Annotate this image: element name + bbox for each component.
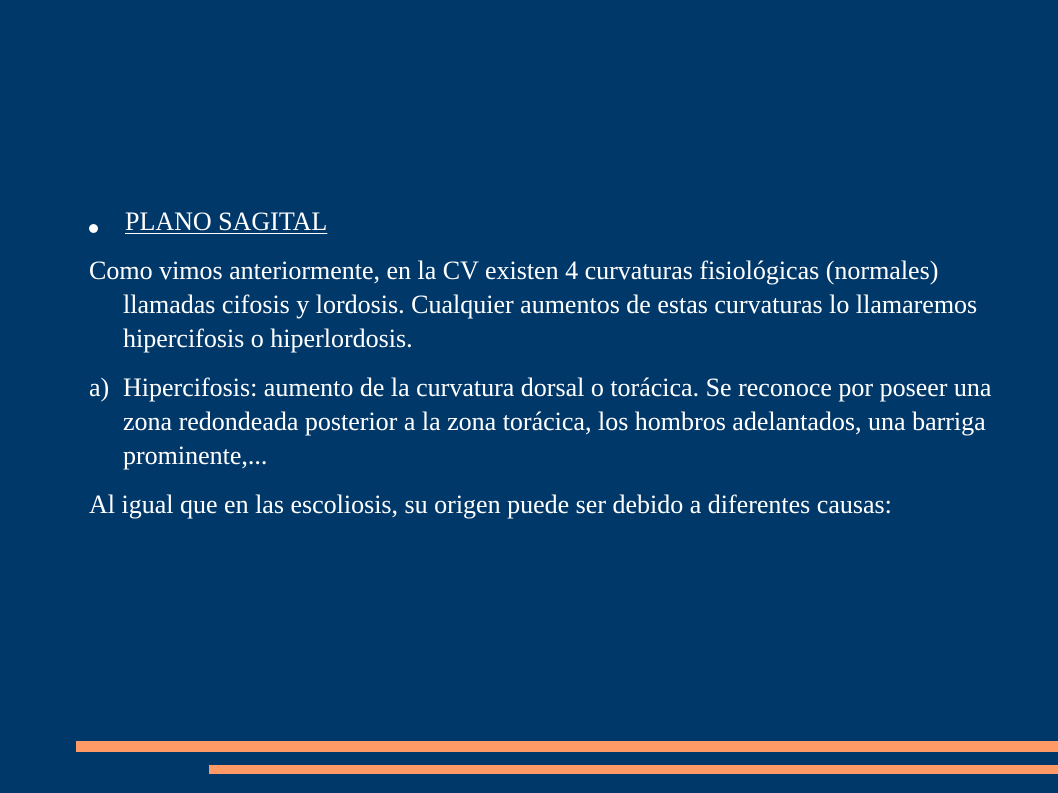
list-item-hipercifosis — [89, 371, 1009, 473]
paragraph-curvaturas: Como vimos anteriormente, en la CV existen 4 curvaturas fisiológicas (normales) llamadas cifosis y lordosis. Cualquier aumentos de estas curvaturas lo llamaremos hipercifosis o hiperlordosis. — [89, 256, 978, 353]
heading-plano-sagital: PLANO SAGITAL — [125, 207, 328, 236]
paragraph-causas: Al igual que en las escoliosis, su origen puede ser debido a diferentes causas: — [89, 490, 892, 519]
list-item-text: Hipercifosis: aumento de la curvatura dorsal o torácica. Se reconoce por poseer una zona redondeada posterior a la zona torácica, los hombros adelantados, una barriga prominente,... — [123, 373, 992, 470]
slide-content — [89, 205, 1009, 537]
list-marker-a: a) — [89, 373, 110, 402]
accent-bar-bottom — [209, 765, 1058, 774]
accent-bar-top — [76, 741, 1058, 752]
bullet-dot-icon — [89, 224, 98, 233]
bullet-heading — [89, 205, 1009, 239]
